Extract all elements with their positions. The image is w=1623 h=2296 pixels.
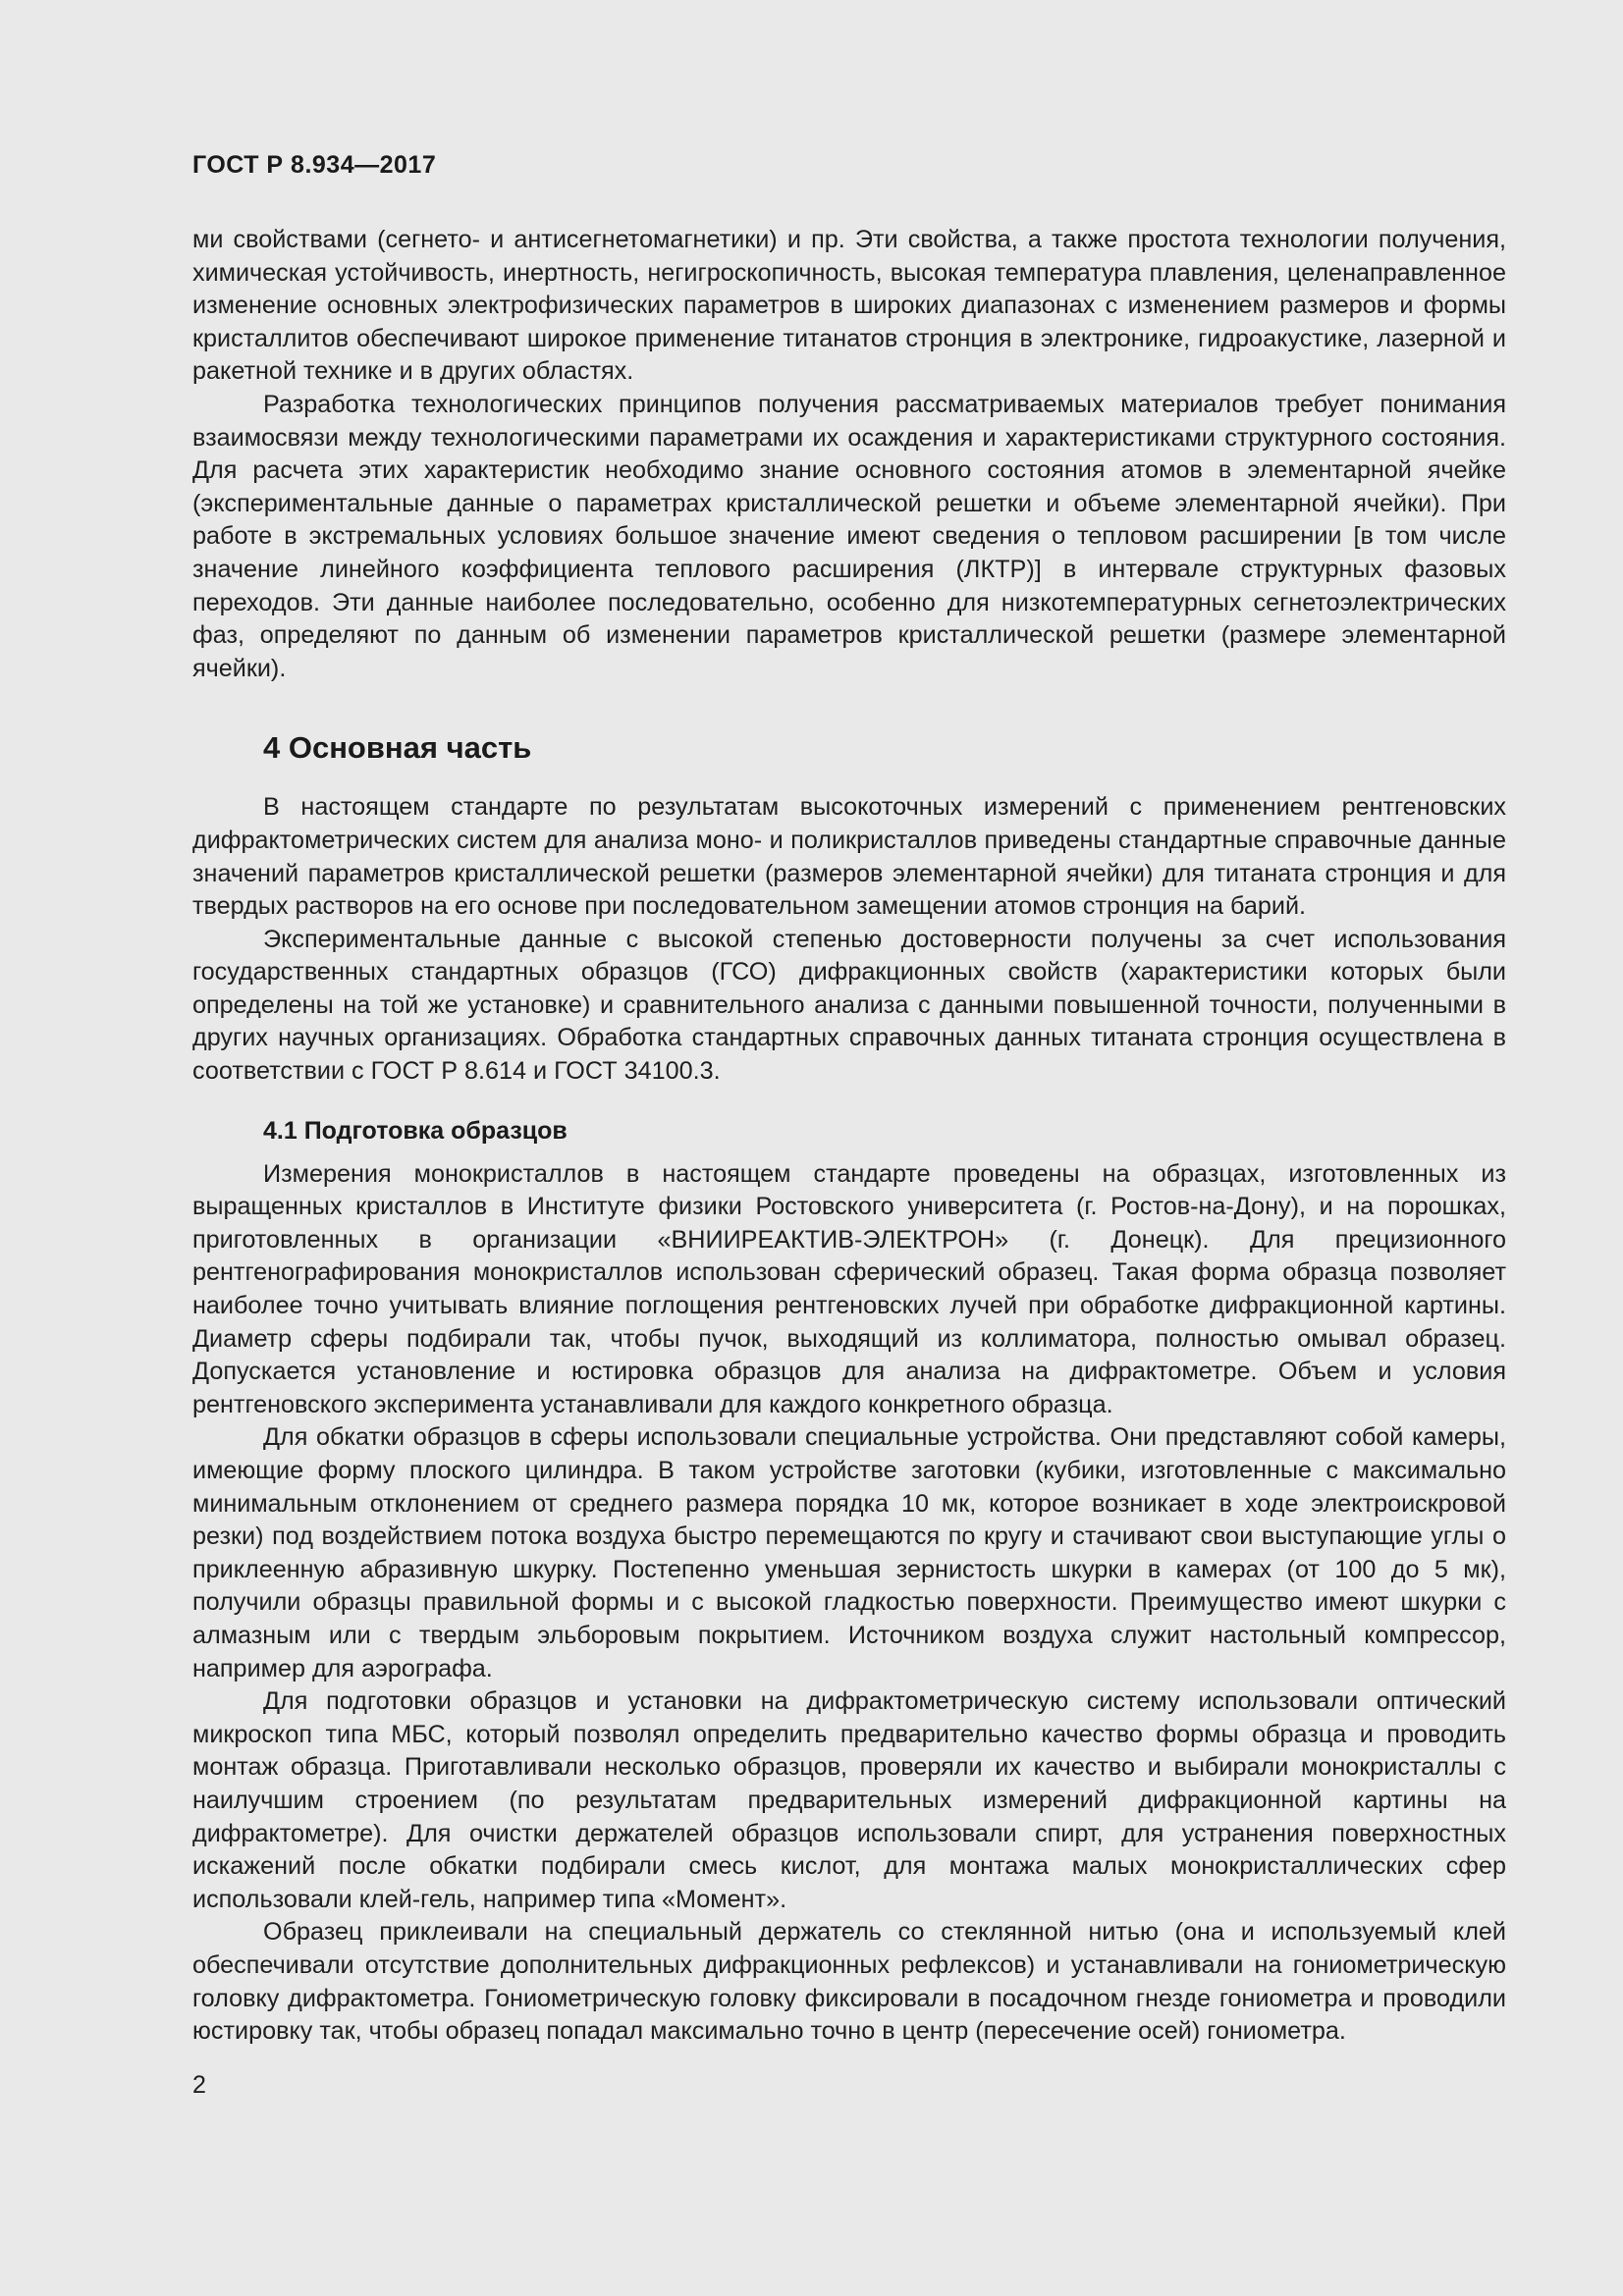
paragraph-4-1-mounting: Образец приклеивали на специальный держатель со стеклянной нитью (она и используемый клей обеспечивали отсутствие дополнительных дифракционных рефлексов) и устанавливали на гониометрическую головку дифрактометра. Гониометрическую головку фиксировали в посадочном гнезде гониометра и проводили юстировку так, чтобы образец попадал максимально точно в центр (пересечение осей) гониометра.	[192, 1918, 1506, 2046]
paragraph-4-1-rolling: Для обкатки образцов в сферы использовали специальные устройства. Они представляют собой камеры, имеющие форму плоского цилиндра. В таком устройстве заготовки (кубики, изготовленные с максимально минимальным отклонением от среднего размера порядка 10 мк, которое возникает в ходе электроискровой резки) под воздействием потока воздуха быстро перемещаются по кругу и стачивают свои выступающие углы о приклеенную абразивную шкурку. Постепенно уменьшая зернистость шкурки в камерах (от 100 до 5 мк), получили образцы правильной формы и с высокой гладкостью поверхности. Преимущество имеют шкурки с алмазным или с твердым эльборовым покрытием. Источником воздуха служит настольный компрессор, например для аэрографа.	[192, 1423, 1506, 1682]
section-heading-4: 4 Основная часть	[263, 730, 532, 766]
paragraph-4-1-preparation: Для подготовки образцов и установки на дифрактометрическую систему использовали оптический микроскоп типа МБС, который позволял определить предварительно качество формы образца и проводить монтаж образца. Приготавливали несколько образцов, проверяли их качество и выбирали монокристаллы с наилучшим строением (по результатам предварительных измерений дифракционной картины на дифрактометре). Для очистки держателей образцов использовали спирт, для устранения поверхностных искажений после обкатки подбирали смесь кислот, для монтажа малых монокристаллических сфер использовали клей-гель, например типа «Момент».	[192, 1687, 1506, 1913]
paragraph-section4-2: Экспериментальные данные с высокой степенью достоверности получены за счет использования государственных стандартных образцов (ГСО) дифракционных свойств (характеристики которых были определены на той же установке) и сравнительного анализа с данными повышенной точности, полученными в других научных организациях. Обработка стандартных справочных данных титаната стронция осуществлена в соответствии с ГОСТ Р 8.614 и ГОСТ 34100.3.	[192, 925, 1506, 1086]
paragraph-4-1-measurements: Измерения монокристаллов в настоящем стандарте проведены на образцах, изготовленных из выращенных кристаллов в Институте физики Ростовского университета (г. Ростов-на-Дону), и на порошках, приготовленных в организации «ВНИИРЕАКТИВ-ЭЛЕКТРОН» (г. Донецк). Для прецизионного рентгенографирования монокристаллов использован сферический образец. Такая форма образца позволяет наиболее точно учитывать влияние поглощения рентгеновских лучей при обработке дифракционной картины. Диаметр сферы подбирали так, чтобы пучок, выходящий из коллиматора, полностью омывал образец. Допускается установление и юстировка образцов для анализа на дифрактометре. Объем и условия рентгеновского эксперимента устанавливали для каждого конкретного образца.	[192, 1159, 1506, 1418]
paragraph-section4-1: В настоящем стандарте по результатам высокоточных измерений с применением рентгеновских дифрактометрических систем для анализа моно- и поликристаллов приведены стандартные справочные данные значений параметров кристаллической решетки (размеров элементарной ячейки) для титаната стронция и для твердых растворов на его основе при последовательном замещении атомов стронция на барий.	[192, 793, 1506, 921]
subsection-heading-4-1: 4.1 Подготовка образцов	[263, 1116, 568, 1145]
page-number: 2	[192, 2071, 206, 2099]
document-code-header: ГОСТ Р 8.934—2017	[192, 151, 437, 179]
paragraph-intro-technology: Разработка технологических принципов получения рассматриваемых материалов требует понимания взаимосвязи между технологическими параметрами их осаждения и характеристиками структурного состояния. Для расчета этих характеристик необходимо знание основного состояния атомов в элементарной ячейке (экспериментальные данные о параметрах кристаллической решетки и объеме элементарной ячейки). При работе в экстремальных условиях большое значение имеют сведения о тепловом расширении [в том числе значение линейного коэффициента теплового расширения (ЛКТР)] в интервале структурных фазовых переходов. Эти данные наиболее последовательно, особенно для низкотемпературных сегнетоэлектрических фаз, определяют по данным об изменении параметров кристаллической решетки (размере элементарной ячейки).	[192, 390, 1506, 682]
paragraph-intro-continuation: ми свойствами (сегнето- и антисегнетомагнетики) и пр. Эти свойства, а также простота технологии получения, химическая устойчивость, инертность, негигроскопичность, высокая температура плавления, целенаправленное изменение основных электрофизических параметров в широких диапазонах с изменением размеров и формы кристаллитов обеспечивают широкое применение титанатов стронция в электронике, гидроакустике, лазерной и ракетной технике и в других областях.	[192, 226, 1506, 386]
page-content	[192, 224, 1506, 2049]
